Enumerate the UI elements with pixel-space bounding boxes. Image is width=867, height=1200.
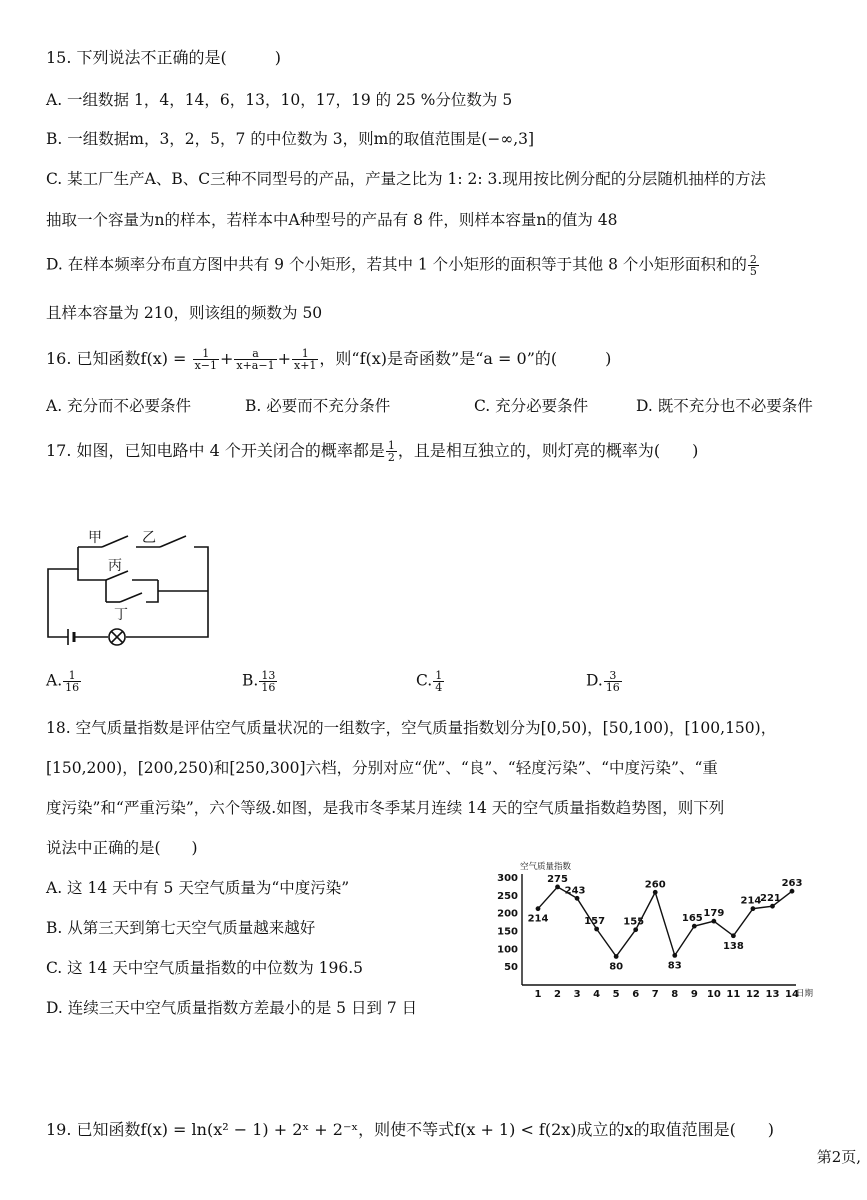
- y-tick-label: 250: [497, 890, 518, 902]
- data-label: 275: [547, 873, 568, 885]
- switch-label-ding: 丁: [114, 607, 128, 623]
- switch-label-yi: 乙: [142, 530, 156, 546]
- q16-fraction-1: $\frac{1}{x-1}$: [194, 347, 217, 372]
- y-tick-label: 150: [497, 926, 518, 938]
- q16-option-a: A. 充分而不必要条件: [46, 397, 192, 415]
- page-number: 第2页,: [816, 1148, 861, 1166]
- data-label: 138: [722, 940, 744, 952]
- q16-option-c: C. 充分必要条件: [474, 397, 589, 415]
- data-label: 179: [703, 908, 725, 920]
- q18-option-a: A. 这 14 天中有 5 天空气质量为“中度污染”: [46, 879, 350, 897]
- data-label: 157: [584, 916, 606, 928]
- x-tick-label: 2: [554, 989, 562, 1000]
- x-axis-title: 日期: [796, 989, 814, 999]
- data-point: [594, 927, 599, 932]
- y-tick-label: 300: [497, 873, 518, 884]
- q16-stem-part1: 16. 已知函数f(x) =: [46, 349, 187, 368]
- x-tick-label: 7: [651, 989, 659, 1000]
- q16-fraction-3: $\frac{1}{x+1}$: [294, 347, 317, 372]
- q16-fraction-2: $\frac{a}{x+a-1}$: [236, 347, 275, 372]
- data-label: 83: [667, 960, 682, 972]
- data-point: [555, 885, 560, 890]
- data-point: [711, 919, 716, 924]
- x-tick-label: 4: [593, 989, 601, 1000]
- data-point: [536, 906, 541, 911]
- x-tick-label: 3: [573, 989, 581, 1000]
- q16-stem: 16. 已知函数f(x) = $\frac{1}{x-1}$ + $\frac{a}{x+a-1}$ + $\frac{1}{x+1}$ ，则“f(x)是奇函数”是“a = 0”的( ): [46, 347, 612, 372]
- q16-stem-part2: ，则“f(x)是奇函数”是“a = 0”的( ): [319, 349, 612, 368]
- q17-stem: [46, 440, 698, 463]
- circuit-diagram: [40, 522, 220, 652]
- data-point: [731, 933, 736, 938]
- y-tick-label: 50: [504, 962, 518, 974]
- x-tick-label: 9: [690, 989, 698, 1000]
- q17-fraction: $\frac{1}{2}$: [387, 439, 395, 464]
- q17-option-a: A. $\frac{1}{16}$: [46, 669, 80, 694]
- q15-stem: 15. 下列说法不正确的是( ): [46, 48, 282, 67]
- data-point: [770, 904, 775, 909]
- data-label: 263: [781, 878, 803, 890]
- q18-stem-line3: 度污染”和“严重污染”，六个等级.如图，是我市冬季某月连续 14 天的空气质量指数趋势图，则下列: [46, 799, 725, 817]
- data-label: 165: [681, 913, 703, 925]
- y-tick-label: 200: [497, 908, 518, 920]
- data-point: [790, 889, 795, 894]
- q15-option-a: A. 一组数据 1，4，14，6，13，10，17，19 的 25 %分位数为 5: [46, 91, 513, 109]
- q16-option-d: D. 既不充分也不必要条件: [636, 397, 813, 415]
- q17-option-c: C. $\frac{1}{4}$: [416, 669, 443, 694]
- q17-stem-part2: ，且是相互独立的，则灯亮的概率为( ): [397, 441, 699, 460]
- chart-title: 空气质量指数: [520, 862, 572, 872]
- data-point: [614, 954, 619, 959]
- switch-label-bing: 丙: [108, 558, 122, 574]
- q15-option-c-line1: C. 某工厂生产A、B、C三种不同型号的产品，产量之比为 1: 2: 3.现用按比例分配的分层随机抽样的方法: [46, 170, 766, 188]
- x-tick-label: 5: [612, 989, 620, 1000]
- data-point: [653, 890, 658, 895]
- data-point: [692, 924, 697, 929]
- q18-option-d: D. 连续三天中空气质量指数方差最小的是 5 日到 7 日: [46, 999, 418, 1017]
- q16-option-b: B. 必要而不充分条件: [245, 397, 391, 415]
- data-point: [672, 953, 677, 958]
- data-label: 155: [623, 916, 645, 928]
- y-tick-label: 100: [497, 944, 518, 956]
- q17-option-b: B. $\frac{13}{16}$: [242, 669, 276, 694]
- x-tick-label: 13: [765, 989, 780, 1000]
- data-point: [751, 906, 756, 911]
- data-label: 243: [564, 885, 586, 897]
- q17-option-d: D. $\frac{3}{16}$: [586, 669, 620, 694]
- q18-option-c: C. 这 14 天中空气质量指数的中位数为 196.5: [46, 959, 364, 977]
- data-point: [633, 927, 638, 932]
- q18-option-b: B. 从第三天到第七天空气质量越来越好: [46, 919, 316, 937]
- q15-option-d-fraction: $\frac{2}{5}$: [749, 253, 757, 278]
- data-point: [575, 896, 580, 901]
- data-label: 260: [644, 879, 666, 891]
- data-label: 214: [527, 913, 549, 925]
- data-label: 214: [740, 895, 762, 907]
- q15-option-c-line2: 抽取一个容量为n的样本，若样本中A种型号的产品有 8 件，则样本容量n的值为 48: [46, 211, 618, 229]
- x-tick-label: 6: [632, 989, 640, 1000]
- q18-stem-line4: 说法中正确的是( ): [46, 839, 198, 857]
- aqi-line-chart: [490, 860, 830, 1010]
- q18-stem-line2: [150,200)，[200,250)和[250,300]六档，分别对应“优”、“良”、“轻度污染”、“中度污染”、“重: [46, 759, 718, 777]
- q15-option-d-line1: [46, 254, 760, 277]
- q18-stem-line1: 18. 空气质量指数是评估空气质量状况的一组数字，空气质量指数划分为[0,50)，[50,100)，[100,150)，: [46, 719, 777, 737]
- x-tick-label: 11: [726, 989, 741, 1000]
- x-tick-label: 14: [785, 989, 799, 1000]
- q19-stem: 19. 已知函数f(x) = ln(x² − 1) + 2ˣ + 2⁻ˣ，则使不等式f(x + 1) < f(2x)成立的x的取值范围是( ): [46, 1120, 775, 1139]
- x-tick-label: 12: [745, 989, 760, 1000]
- q15-option-b: B. 一组数据m，3，2，5，7 的中位数为 3，则m的取值范围是(−∞,3]: [46, 130, 535, 148]
- switch-label-jia: 甲: [88, 530, 102, 546]
- q17-stem-part1: 17. 如图，已知电路中 4 个开关闭合的概率都是: [46, 441, 385, 460]
- data-label: 80: [609, 961, 624, 973]
- data-label: 221: [760, 893, 781, 905]
- q15-option-d-text: D. 在样本频率分布直方图中共有 9 个小矩形，若其中 1 个小矩形的面积等于其他 8 个小矩形面积和的: [46, 255, 747, 274]
- x-tick-label: 8: [671, 989, 679, 1000]
- x-tick-label: 10: [706, 989, 721, 1000]
- q15-option-d-line2: 且样本容量为 210，则该组的频数为 50: [46, 304, 323, 322]
- x-tick-label: 1: [534, 989, 542, 1000]
